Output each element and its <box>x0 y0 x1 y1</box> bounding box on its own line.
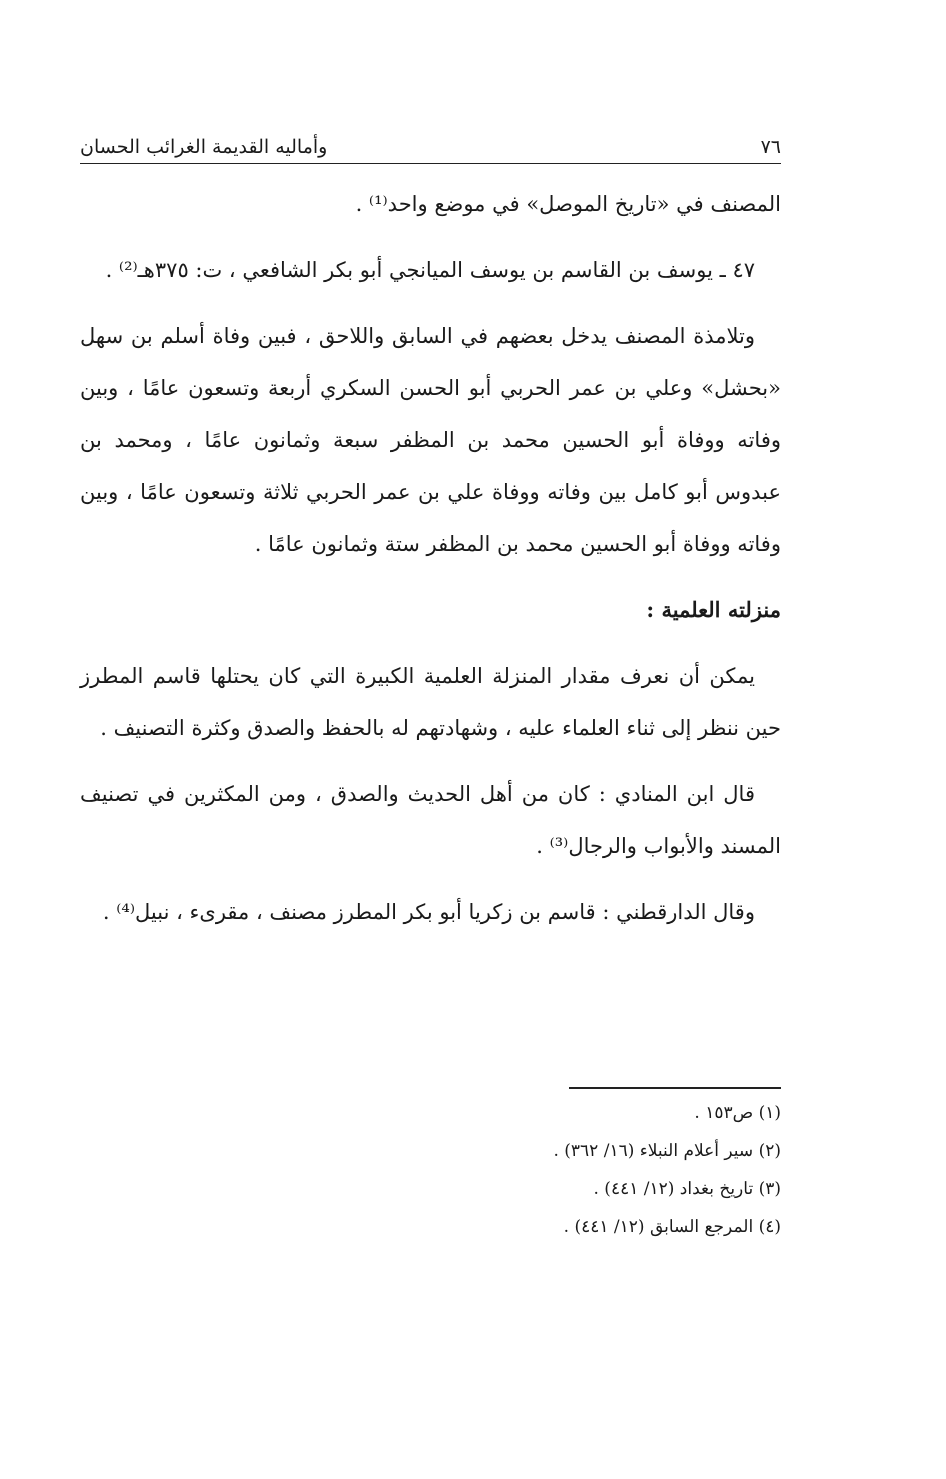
paragraph: قال ابن المنادي : كان من أهل الحديث والصدق ، ومن المكثرين في تصنيف المسند والأبواب والرجال⁽³⁾ . <box>80 782 781 858</box>
paragraph: وقال الدارقطني : قاسم بن زكريا أبو بكر المطرز مصنف ، مقرىء ، نبيل⁽⁴⁾ . <box>102 900 755 924</box>
running-header <box>80 118 781 158</box>
running-title: وأماليه القديمة الغرائب الحسان <box>80 136 328 158</box>
footnote: (٣) تاريخ بغداد (١٢/ ٤٤١) . <box>593 1179 781 1199</box>
page-number: ٧٦ <box>760 136 781 158</box>
footnote: (٢) سير أعلام النبلاء (١٦/ ٣٦٢) . <box>553 1141 781 1161</box>
paragraph: ٤٧ ـ يوسف بن القاسم بن يوسف الميانجي أبو بكر الشافعي ، ت: ٣٧٥هـ⁽²⁾ . <box>105 258 755 282</box>
footnote: (١) ص١٥٣ . <box>694 1103 781 1123</box>
header-rule <box>80 163 781 164</box>
footnote: (٤) المرجع السابق (١٢/ ٤٤١) . <box>563 1217 781 1237</box>
footnote-rule <box>569 1087 781 1089</box>
main-text <box>80 178 781 952</box>
paragraph: المصنف في «تاريخ الموصل» في موضع واحد⁽¹⁾ . <box>355 192 781 216</box>
footnotes <box>300 1094 781 1246</box>
section-heading: منزلته العلمية : <box>646 597 781 622</box>
paragraph: يمكن أن نعرف مقدار المنزلة العلمية الكبيرة التي كان يحتلها قاسم المطرز حين ننظر إلى ثناء العلماء عليه ، وشهادتهم له بالحفظ والصدق وكثرة التصنيف . <box>80 664 781 740</box>
paragraph: وتلامذة المصنف يدخل بعضهم في السابق واللاحق ، فبين وفاة أسلم بن سهل «بحشل» وعلي بن عمر الحربي أبو الحسن السكري أربعة وتسعون عامًا ، وبين وفاته ووفاة أبو الحسين محمد بن المظفر سبعة وثمانون عامًا ، ومحمد بن عبدوس أبو كامل بين وفاته ووفاة علي بن عمر الحربي ثلاثة وتسعون عامًا ، وبين وفاته ووفاة أبو الحسين محمد بن المظفر ستة وثمانون عامًا . <box>80 324 781 556</box>
